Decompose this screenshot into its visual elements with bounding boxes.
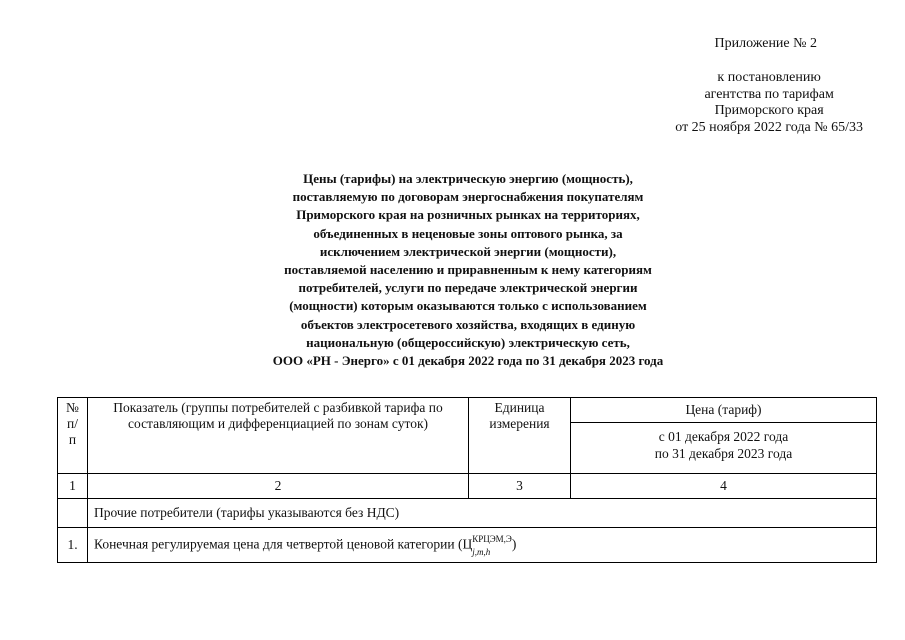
header-number: № п/п <box>58 398 88 474</box>
title-line: Цены (тарифы) на электрическую энергию (мощность), <box>303 171 633 186</box>
column-number-row <box>58 474 877 499</box>
resolution-line: от 25 ноября 2022 года № 65/33 <box>675 119 863 135</box>
column-number: 4 <box>571 474 877 499</box>
resolution-line: агентства по тарифам <box>704 86 834 102</box>
row-indicator-close: ) <box>511 537 517 552</box>
resolution-reference <box>675 70 863 136</box>
appendix-block <box>715 36 818 72</box>
title-line: Приморского края на розничных рынках на территориях, <box>296 207 640 223</box>
price-symbol-indices <box>472 534 512 557</box>
header-price-period <box>571 423 877 474</box>
title-line: ООО «РН - Энерго» с 01 декабря 2022 года по 31 декабря 2023 года <box>272 353 664 369</box>
price-symbol-subscript: j,m,h <box>472 547 491 558</box>
section-empty-cell <box>58 499 88 528</box>
price-symbol-superscript: КРЦЭМ,Э <box>472 534 512 545</box>
resolution-line: Приморского края <box>714 103 824 118</box>
table-row <box>58 528 877 563</box>
title-line: исключением электрической энергии (мощности), <box>319 243 617 259</box>
header-indicator: Показатель (группы потребителей с разбивкой тарифа по составляющим и дифференциацией по зонам суток) <box>88 398 469 474</box>
section-title: Прочие потребители (тарифы указываются без НДС) <box>88 499 877 528</box>
table-header-row <box>58 398 877 423</box>
title-line: потребителей, услуги по передаче электрической энергии <box>298 280 638 296</box>
price-period-to: по 31 декабря 2023 года <box>654 445 793 461</box>
title-line: объединенных в неценовые зоны оптового рынка, за <box>313 225 623 241</box>
row-indicator <box>88 528 877 563</box>
column-number: 1 <box>58 474 88 499</box>
header-unit: Единица измерения <box>469 398 571 474</box>
annex-number: Приложение № 2 <box>714 36 817 51</box>
row-indicator-text: Конечная регулируемая цена для четвертой ценовой категории (Ц <box>94 537 473 552</box>
title-line: поставляемую по договорам энергоснабжения покупателям <box>292 189 644 205</box>
column-number: 3 <box>469 474 571 499</box>
title-line: (мощности) которым оказываются только с использованием <box>289 298 647 314</box>
document-title <box>228 170 708 370</box>
section-row <box>58 499 877 528</box>
row-number: 1. <box>58 528 88 563</box>
header-price: Цена (тариф) <box>571 398 877 423</box>
title-line: поставляемой населению и приравненным к нему категориям <box>284 262 652 278</box>
price-period-from: с 01 декабря 2022 года <box>658 429 789 444</box>
tariff-table <box>57 397 877 563</box>
title-line: национальную (общероссийскую) электрическую сеть, <box>306 334 630 350</box>
title-line: объектов электросетевого хозяйства, входящих в единую <box>300 316 636 332</box>
resolution-line: к постановлению <box>717 70 821 85</box>
column-number: 2 <box>88 474 469 499</box>
